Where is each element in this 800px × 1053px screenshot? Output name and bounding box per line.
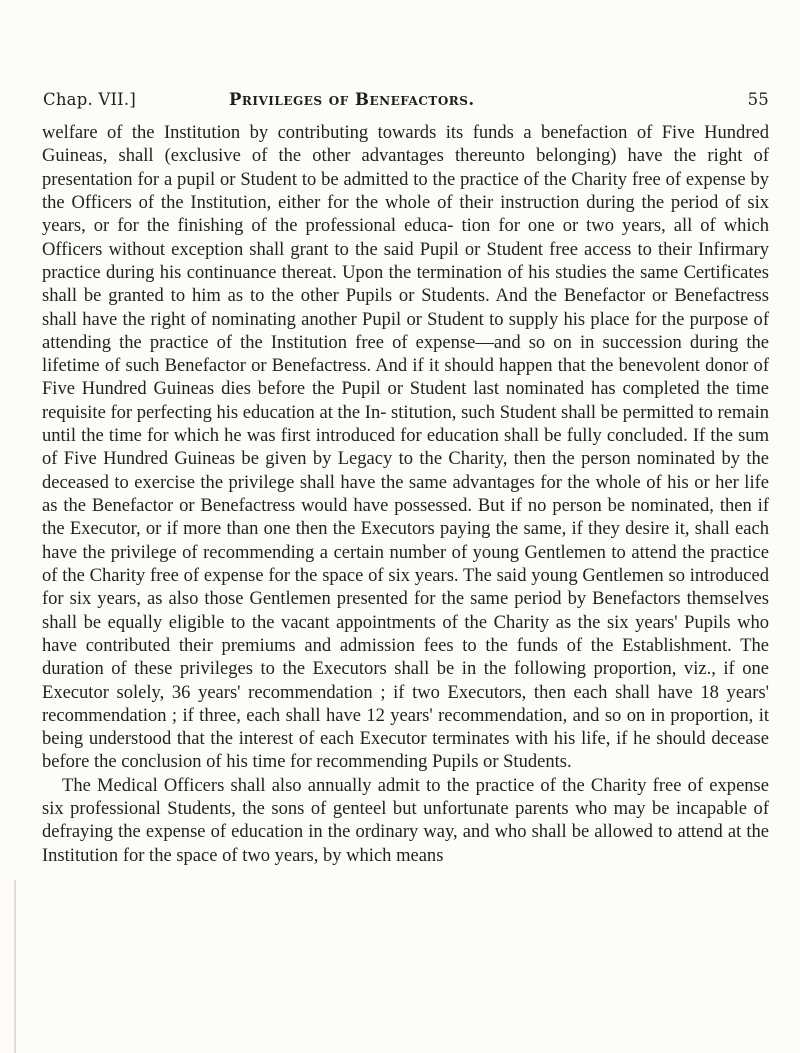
body-text [42, 121, 769, 867]
section-title: Privileges of Benefactors. [229, 90, 475, 109]
paragraph: welfare of the Institution by contributing towards its funds a benefaction of Five Hundred Guineas, shall (exclusive of the other advantages thereunto belonging) have the right of presentation for a pupil or Student to be admitted to the practice of the Charity free of expense by the Officers of the Institution, either for the whole of their instruction during the period of six years, or for the finishing of the professional educa- tion for one or two years, all of which Officers without exception shall grant to the said Pupil or Student free access to their Infirmary practice during his continuance thereat. Upon the termination of his studies the same Certificates shall be granted to him as to the other Pupils or Students. And the Benefactor or Benefactress shall have the right of nominating another Pupil or Student to supply his place for the purpose of attending the practice of the Institution free of expense—and so on in succession during the lifetime of such Benefactor or Benefactress. And if it should happen that the benevolent donor of Five Hundred Guineas dies before the Pupil or Student last nominated has completed the time requisite for perfecting his education at the In- stitution, such Student shall be permitted to remain until the time for which he was first introduced for education shall be fully concluded. If the sum of Five Hundred Guineas be given by Legacy to the Charity, then the person nominated by the deceased to exercise the privilege shall have the same advantages for the whole of his or her life as the Benefactor or Benefactress would have possessed. But if no person be nominated, then if the Executor, or if more than one then the Executors paying the same, if they desire it, shall each have the privilege of recommending a certain number of young Gentlemen to attend the practice of the Charity free of expense for the space of six years. The said young Gentlemen so introduced for six years, as also those Gentlemen presented for the same period by Benefactors themselves shall be equally eligible to the vacant appointments of the Charity as the six years' Pupils who have contributed their premiums and admission fees to the funds of the Establishment. The duration of these privileges to the Executors shall be in the following proportion, viz., if one Executor solely, 36 years' recommendation ; if two Executors, then each shall have 18 years' recommendation ; if three, each shall have 12 years' recommendation, and so on in proportion, it being understood that the interest of each Executor terminates with his life, if he should decease before the conclusion of his time for recommending Pupils or Students. [42, 122, 769, 773]
page-number: 55 [747, 90, 769, 109]
paragraph: The Medical Officers shall also annually admit to the practice of the Charity free of expense six professional Students, the sons of genteel but unfortunate parents who may be incapable of defraying the expense of education in the ordinary way, and who shall be allowed to attend at the Institution for the space of two years, by which means [42, 774, 769, 866]
running-head [43, 90, 769, 114]
chapter-label: Chap. VII.] [43, 90, 136, 109]
page-edge-shadow [14, 880, 16, 1053]
